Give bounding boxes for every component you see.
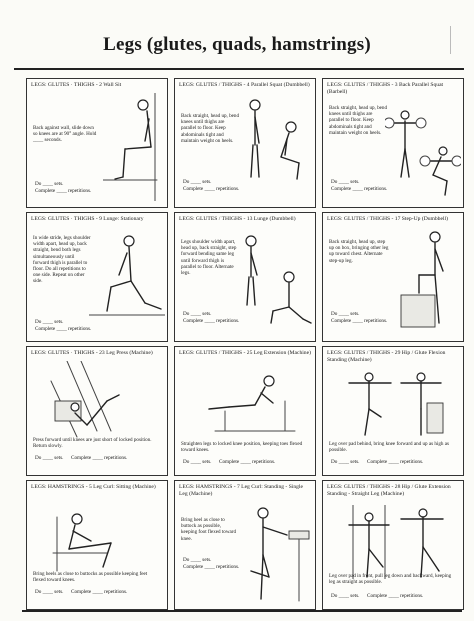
reps-line: Complete ____ repetitions. [183,564,240,570]
sets-line: Do ____ sets. [35,319,64,325]
sets-line: Do ____ sets. [331,459,360,465]
exercise-description: Legs shoulder width apart, head up, back straight, step forward bending same leg until forward thigh is parallel to floor. Alternate legs. [181,239,237,277]
wall-sit-figure [103,93,165,201]
exercise-description: In wide stride, legs shoulder width apart, head up, back straight, bend both legs simultaneously until forward thigh is parallel to floor. Do all repetitions to one side. Repeat on other side. [33,235,91,285]
reps-line: Complete ____ repetitions. [183,186,240,192]
seated-leg-curl-figure [47,497,157,573]
exercise-card-hip-flexion [322,346,464,476]
sets-line: Do ____ sets. [331,593,360,599]
exercise-description: Leg over pad in front, pull leg down and backward, keeping leg as straight as possible. [329,573,452,586]
sets-line: Do ____ sets. [35,455,64,461]
hip-extension-figure [339,505,453,579]
reps-line: Complete ____ repetitions. [331,318,388,324]
reps-line: Complete ____ repetitions. [367,459,424,465]
exercise-heading: LEGS: GLUTES · THIGHS - 2 Wall Sit [31,82,122,88]
exercise-card-back-squat-barbell [322,78,464,208]
exercise-heading: LEGS: GLUTES / THIGHS - 4 Parallel Squat (Dumbbell) [179,82,310,88]
sets-line: Do ____ sets. [35,589,64,595]
exercise-grid [26,78,464,606]
exercise-card-leg-curl-standing [174,480,316,610]
exercise-heading: LEGS: GLUTES / THIGHS - 17 Step-Up (Dumbbell) [327,216,448,222]
sets-line: Do ____ sets. [183,459,212,465]
exercise-card-lunge-stationary [26,212,168,342]
reps-line: Complete ____ repetitions. [71,455,128,461]
exercise-card-wall-sit [26,78,168,208]
exercise-description: Back straight, head up, step up on box, bringing other leg up toward chest. Alternate step-up leg. [329,239,389,264]
exercise-card-leg-extension [174,346,316,476]
title-rule [14,68,464,70]
exercise-description: Bring heel as close to buttock as possible, keeping foot flexed toward knee. [181,517,237,542]
sets-line: Do ____ sets. [331,311,360,317]
exercise-description: Leg over pad behind, bring knee forward and up as high as possible. [329,441,449,454]
step-up-figure [397,227,461,333]
exercise-heading: LEGS: HAMSTRINGS - 7 Leg Curl: Standing - Single Leg (Machine) [179,484,303,497]
exercise-description: Press forward until knees are just short of locked position. Return slowly. [33,437,152,450]
exercise-heading: LEGS: GLUTES · THIGHS - 9 Lunge: Stationary [31,216,144,222]
stationary-lunge-figure [89,229,165,329]
squat-dumbbell-figure [241,95,313,199]
exercise-heading: LEGS: GLUTES / THIGHS - 13 Lunge (Dumbbell) [179,216,296,222]
sets-line: Do ____ sets. [35,181,64,187]
exercise-heading: LEGS: GLUTES / THIGHS - 28 Hip / Glute Extension Standing - Straight Leg (Machine) [327,484,451,497]
exercise-description: Straighten legs to locked knee position, keeping toes flexed toward knees. [181,441,303,454]
leg-press-figure [47,361,157,439]
exercise-card-step-up [322,212,464,342]
exercise-card-parallel-squat-dumbbell [174,78,316,208]
sets-line: Do ____ sets. [183,179,212,185]
hip-flexion-figure [341,369,451,439]
standing-leg-curl-figure [239,501,313,605]
reps-line: Complete ____ repetitions. [331,186,388,192]
dumbbell-lunge-figure [237,233,313,333]
exercise-card-leg-curl-sitting [26,480,168,610]
barbell-squat-figure [385,105,461,201]
exercise-description: Back against wall, slide down so knees are at 90° angle. Hold ____ seconds. [33,125,97,144]
reps-line: Complete ____ repetitions. [367,593,424,599]
sets-line: Do ____ sets. [331,179,360,185]
reps-line: Complete ____ repetitions. [183,318,240,324]
exercise-card-lunge-dumbbell [174,212,316,342]
exercise-heading: LEGS: GLUTES / THIGHS - 25 Leg Extension (Machine) [179,350,311,356]
exercise-card-hip-extension [322,480,464,610]
exercise-description: Back straight, head up, bend knees until thighs are parallel to floor. Keep abdominals tight and maintain weight on heels. [181,113,239,144]
sets-line: Do ____ sets. [183,311,212,317]
exercise-description: Bring heels as close to buttocks as possible keeping feet flexed toward knees. [33,571,148,584]
reps-line: Complete ____ repetitions. [35,188,92,194]
page-title: Legs (glutes, quads, hamstrings) [103,34,371,55]
sets-line: Do ____ sets. [183,557,212,563]
exercise-heading: LEGS: GLUTES / THIGHS - 29 Hip / Glute Flexion Standing (Machine) [327,350,446,363]
exercise-heading: LEGS: GLUTES / THIGHS - 3 Back Parallel Squat (Barbell) [327,82,444,95]
exercise-description: Back straight, head up, bend knees until thighs are parallel to floor. Keep abdominals tight and maintain weight on heels. [329,105,387,136]
reps-line: Complete ____ repetitions. [219,459,276,465]
reps-line: Complete ____ repetitions. [71,589,128,595]
exercise-heading: LEGS: GLUTES · THIGHS - 23 Leg Press (Machine) [31,350,153,356]
exercise-heading: LEGS: HAMSTRINGS - 5 Leg Curl: Sitting (Machine) [31,484,156,490]
bottom-rule [22,610,462,612]
reps-line: Complete ____ repetitions. [35,326,92,332]
leg-extension-figure [195,361,305,441]
exercise-card-leg-press [26,346,168,476]
